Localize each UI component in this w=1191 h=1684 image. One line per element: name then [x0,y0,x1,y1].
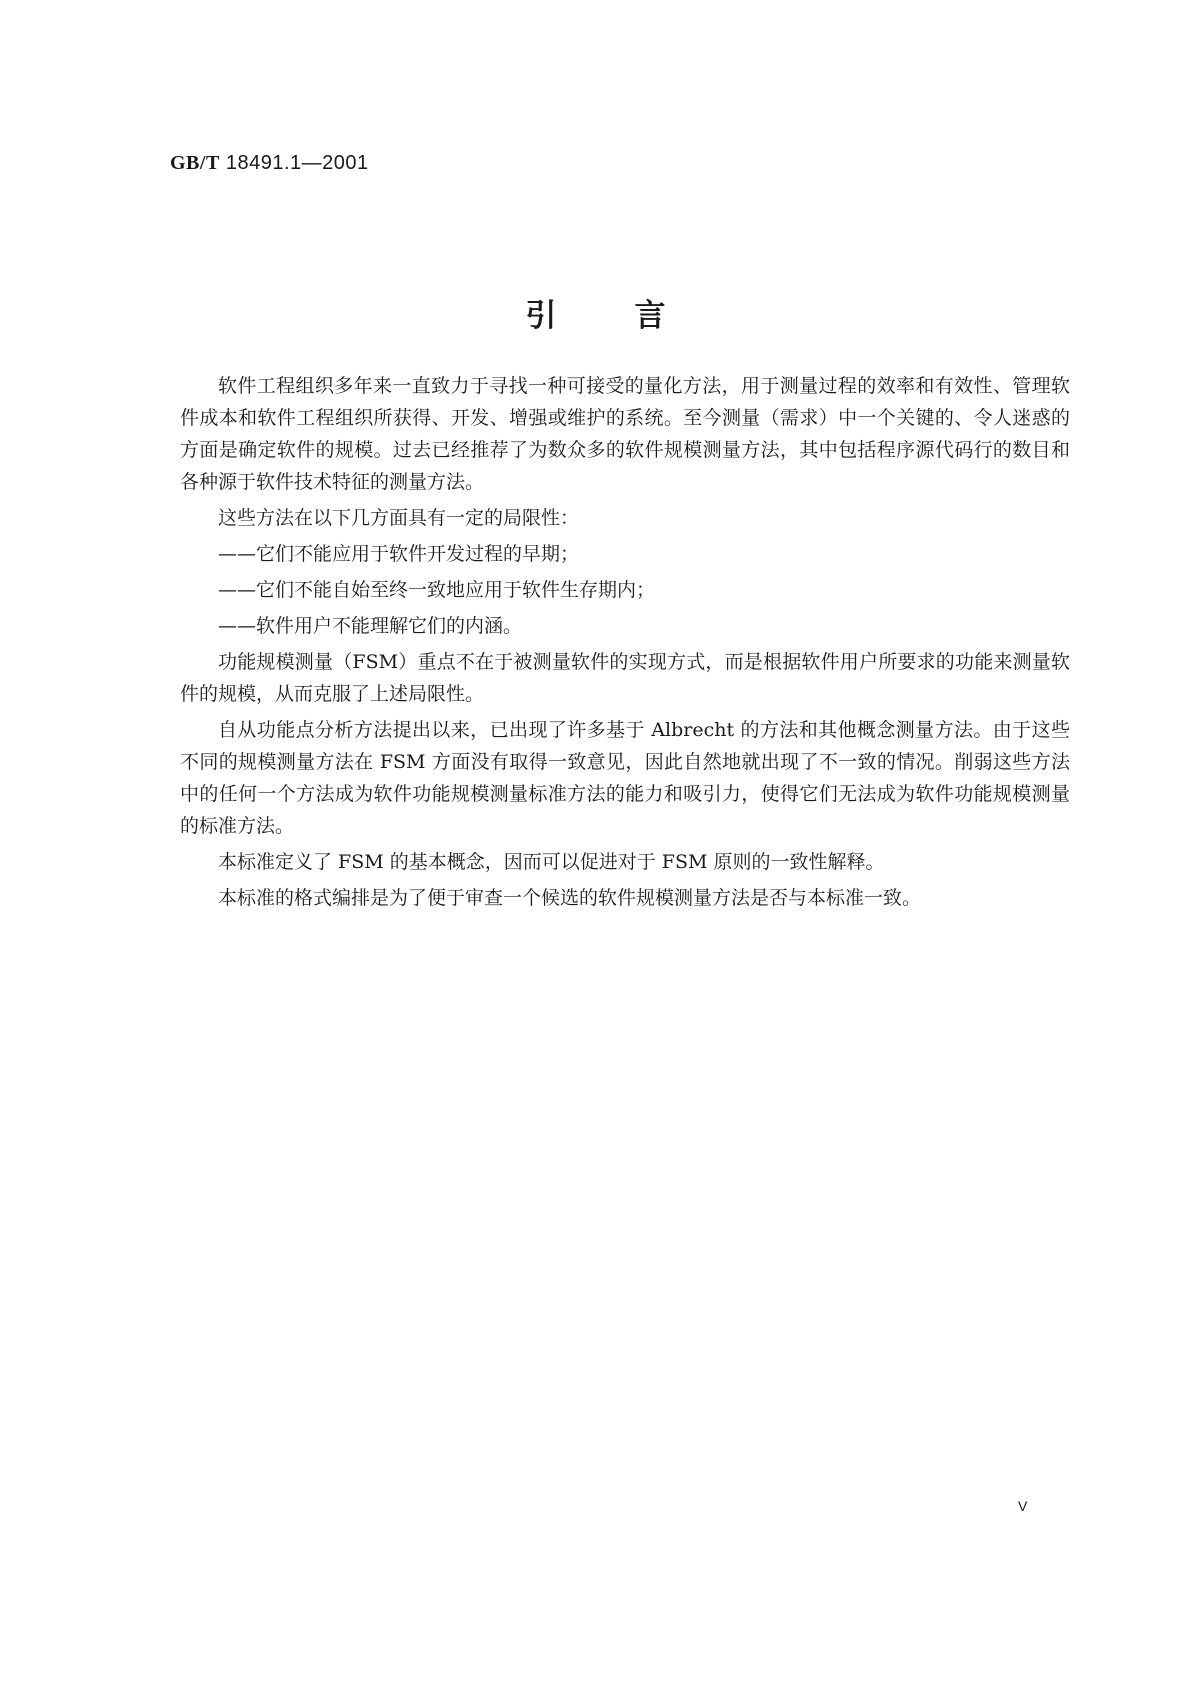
paragraph-definition: 本标准定义了 FSM 的基本概念，因而可以促进对于 FSM 原则的一致性解释。 [218,851,885,873]
paragraph-intro: 软件工程组织多年来一直致力于寻找一种可接受的量化方法，用于测量过程的效率和有效性、管理软件成本和软件工程组织所获得、开发、增强或维护的系统。至今测量（需求）中一个关键的、令人迷惑的方面是确定软件的规模。过去已经推荐了为数众多的软件规模测量方法，其中包括程序源代码行的数目和各种源于软件技术特征的测量方法。 [180,375,1070,493]
page-number: V [1018,1498,1028,1514]
paragraph-limitations-lead: 这些方法在以下几方面具有一定的局限性： [218,507,580,529]
body-text [180,370,1070,918]
limitation-item: ——软件用户不能理解它们的内涵。 [218,615,523,637]
section-title: 引言 [525,298,744,334]
standard-number [170,152,369,175]
limitation-item: ——它们不能自始至终一致地应用于软件生存期内； [218,579,656,601]
standard-prefix: GB/T [170,152,220,174]
paragraph-albrecht: 自从功能点分析方法提出以来，已出现了许多基于 Albrecht 的方法和其他概念测量方法。由于这些不同的规模测量方法在 FSM 方面没有取得一致意见，因此自然地就出现了不一致的情况。削弱这些方法中的任何一个方法成为软件功能规模测量标准方法的能力和吸引力，使得它们无法成为软件功能规模测量的标准方法。 [180,719,1070,837]
standard-code: 18491.1—2001 [219,152,369,174]
paragraph-fsm: 功能规模测量（FSM）重点不在于被测量软件的实现方式，而是根据软件用户所要求的功能来测量软件的规模，从而克服了上述局限性。 [180,651,1070,705]
paragraph-format: 本标准的格式编排是为了便于审查一个候选的软件规模测量方法是否与本标准一致。 [218,887,922,909]
limitation-item: ——它们不能应用于软件开发过程的早期； [218,543,580,565]
